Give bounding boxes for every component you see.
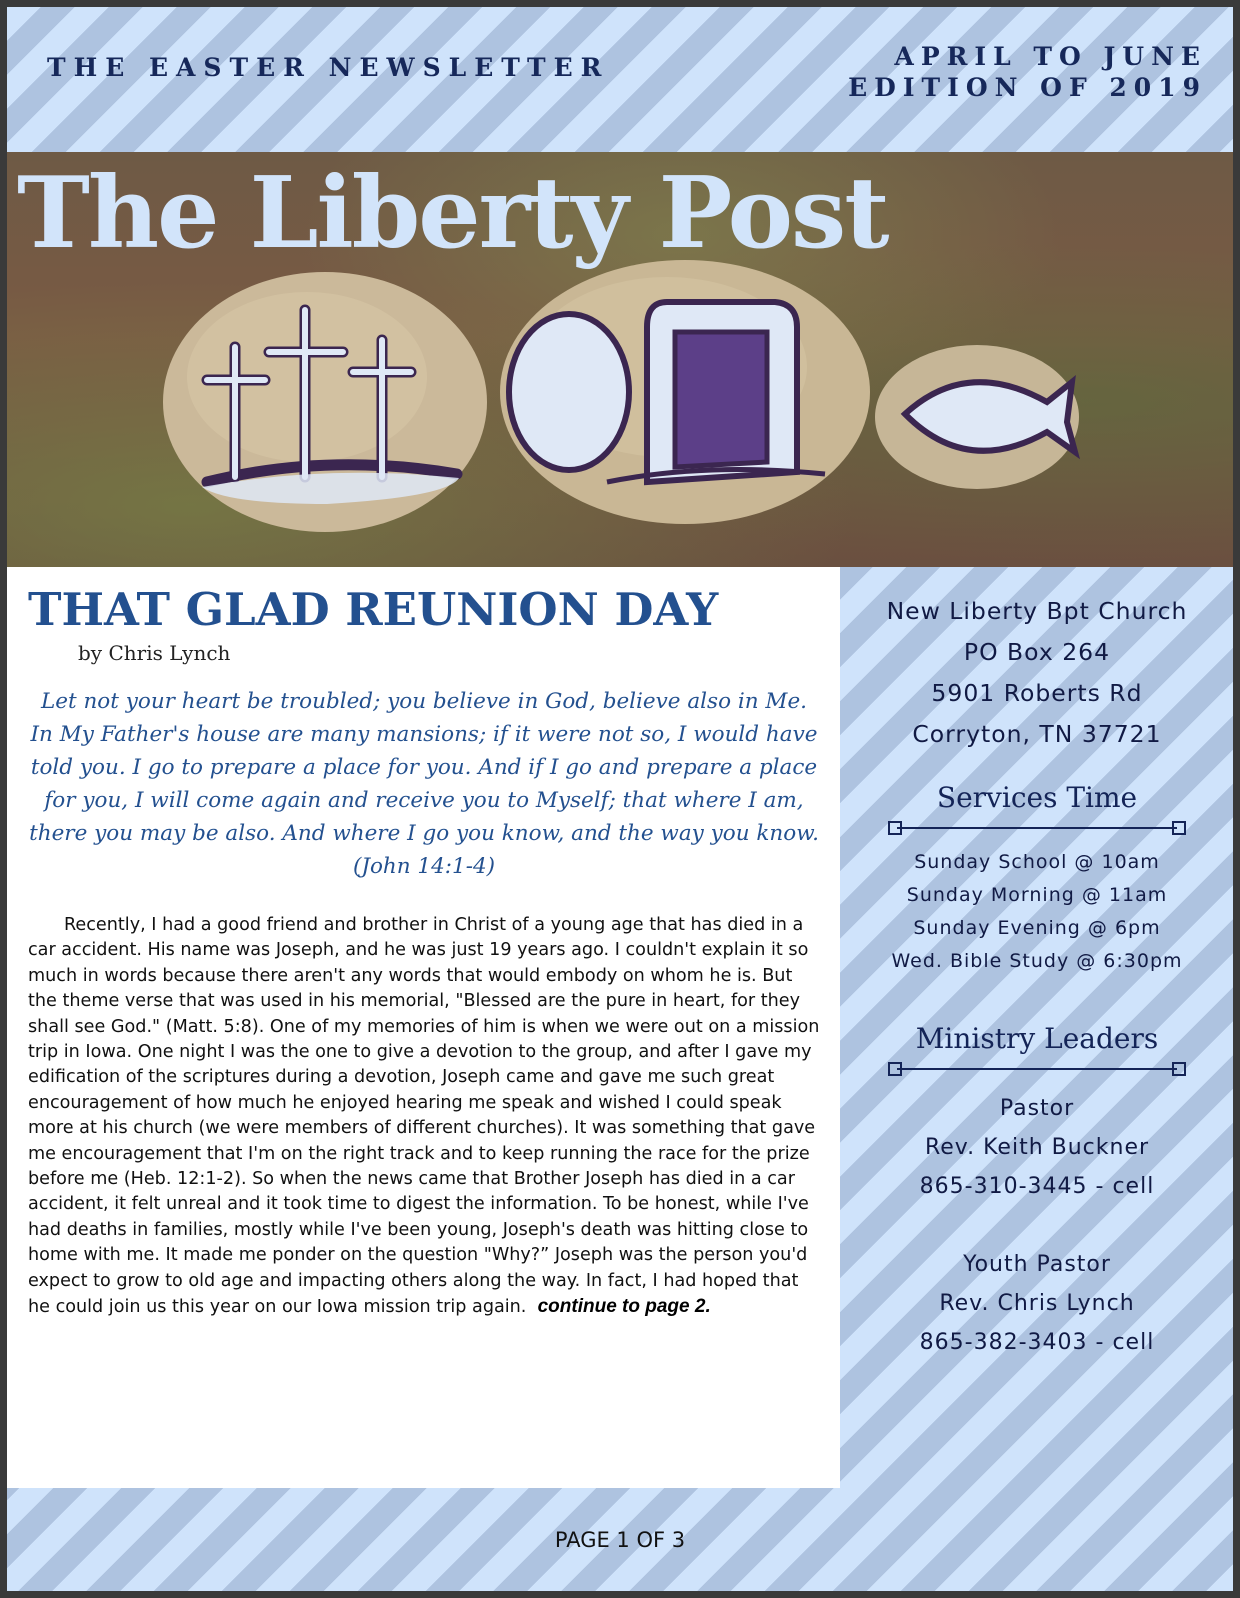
masthead-title: The Liberty Post <box>17 156 888 271</box>
church-address <box>847 591 1227 755</box>
article-column <box>7 567 840 1488</box>
article-body <box>28 913 824 1321</box>
services-list <box>847 846 1227 978</box>
edition-line-1: APRIL TO JUNE <box>894 42 1207 71</box>
service-item: Wed. Bible Study @ 6:30pm <box>891 950 1183 972</box>
crosses-stone <box>163 272 487 532</box>
service-item: Sunday Morning @ 11am <box>906 884 1168 906</box>
article-body-text: Recently, I had a good friend and brother in Christ of a young age that has died in a car accident. His name was Joseph, and he was just 19 years ago. I couldn't explain it so much in words because there aren't any words that would embody on whom he is. But the theme verse that was used in his memorial, "Blessed are the pure in heart, for they shall see God." (Matt. 5:8). One of my memories of him is when we were out on a mission trip in Iowa. One night I was the one to give a devotion to the group, and after I gave my edification of the scriptures during a devotion, Joseph came and gave me such great encouragement of how much he enjoyed hearing me speak and wished I could speak more at his church (we were members of different churches). It was something that gave me encouragement that I'm on the right track and to keep running the race for the prize before me (Heb. 12:1-2). So when the news came that Brother Joseph has died in a car accident, it felt unreal and it took time to digest the information. To be honest, while I've had deaths in families, mostly while I've been young, Joseph's death was hitting close to home with me. It made me ponder on the question "Why?” Joseph was the person you'd expect to grow to old age and impacting others along the way. In fact, I had hoped that he could join us this year on our Iowa mission trip again. <box>28 915 820 1318</box>
church-street: 5901 Roberts Rd <box>931 679 1143 707</box>
section-divider <box>887 1061 1187 1077</box>
church-name: New Liberty Bpt Church <box>886 597 1188 625</box>
services-title: Services Time <box>936 781 1138 814</box>
youth-pastor-phone: 865-382-3403 - cell <box>919 1330 1155 1355</box>
pastor-phone: 865-310-3445 - cell <box>919 1174 1155 1199</box>
youth-pastor-role: Youth Pastor <box>963 1252 1111 1277</box>
church-info-sidebar <box>847 567 1227 1488</box>
hero-image <box>7 152 1233 567</box>
ministry-title: Ministry Leaders <box>915 1022 1159 1055</box>
scripture-verse: Let not your heart be troubled; you believe in God, believe also in Me. In My Father's house are many mansions; if it were not so, I would have told you. I go to prepare a place for you. And if I go and prepare a place for you, I will come again and receive you to Myself; that where I am, there you may be also. And where I go you know, and the way you know. (John 14:1-4) <box>29 689 819 879</box>
empty-tomb-stone <box>500 260 870 524</box>
article-byline: by Chris Lynch <box>78 641 231 665</box>
page-number: PAGE 1 OF 3 <box>554 1528 686 1552</box>
article-title: THAT GLAD REUNION DAY <box>28 583 719 636</box>
church-city: Corryton, TN 37721 <box>912 720 1162 748</box>
church-po-box: PO Box 264 <box>963 638 1111 666</box>
newsletter-label: THE EASTER NEWSLETTER <box>47 53 610 82</box>
section-divider <box>887 820 1187 836</box>
service-item: Sunday School @ 10am <box>914 851 1160 873</box>
edition-line-2: EDITION OF 2019 <box>848 73 1207 102</box>
fish-stone <box>875 345 1079 489</box>
service-item: Sunday Evening @ 6pm <box>913 917 1161 939</box>
pastor-role: Pastor <box>999 1096 1075 1121</box>
continue-link: continue to page 2. <box>537 1296 711 1318</box>
youth-pastor-name: Rev. Chris Lynch <box>939 1291 1135 1316</box>
edition-label <box>848 41 1207 103</box>
ministry-leaders <box>847 1089 1227 1362</box>
pastor-name: Rev. Keith Buckner <box>924 1135 1150 1160</box>
newsletter-page <box>7 7 1233 1591</box>
